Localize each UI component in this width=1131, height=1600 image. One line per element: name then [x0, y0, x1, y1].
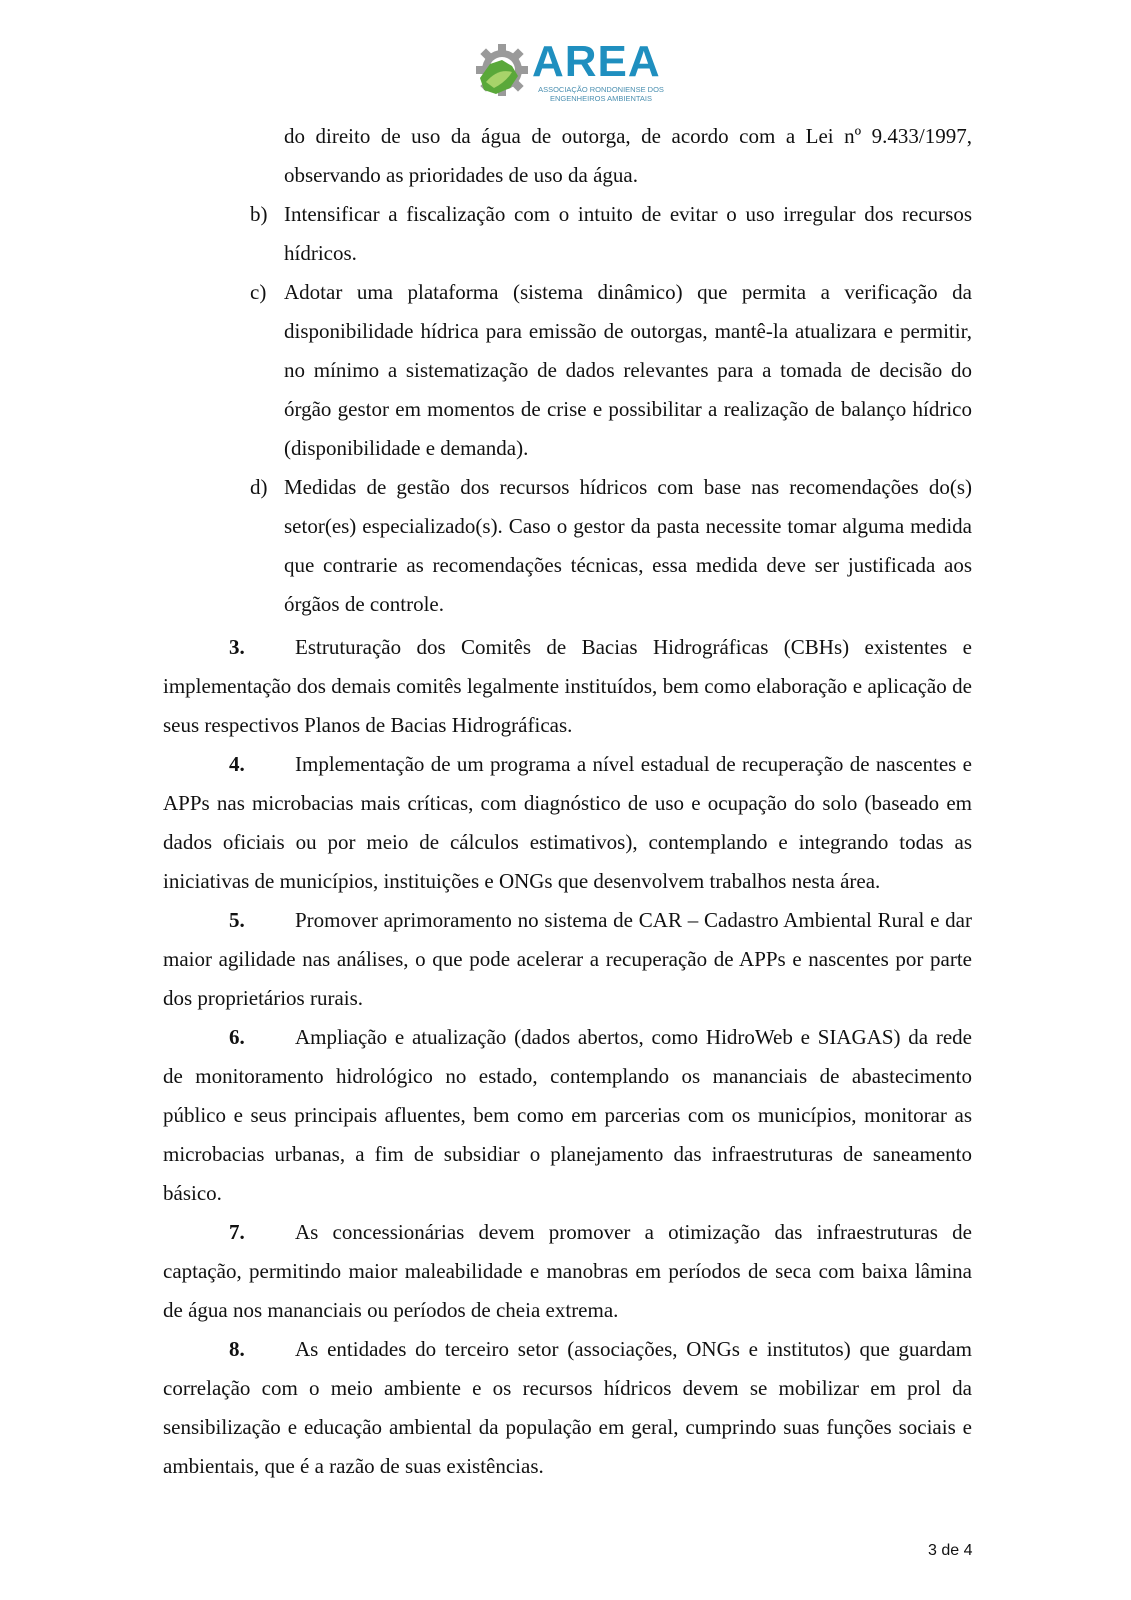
logo-wordmark: AREA: [532, 37, 661, 86]
paragraph-4: [163, 745, 972, 901]
page-number: 3 de 4: [928, 1542, 973, 1559]
list-item-text: Intensificar a fiscalização com o intuito de evitar o uso irregular dos recursos hídricos.: [284, 202, 972, 265]
area-logo: [472, 38, 672, 108]
paragraph-number: 5.: [229, 908, 245, 932]
paragraph-number: 4.: [229, 752, 245, 776]
lettered-list: [250, 117, 972, 624]
list-item-c: [250, 273, 972, 468]
paragraph-text: Ampliação e atualização (dados abertos, como HidroWeb e SIAGAS) da rede de monitoramento hidrológico no estado, contemplando os mananciais de abastecimento público e seus principais afluentes, bem como em parcerias com os municípios, monitorar as microbacias urbanas, a fim de subsidiar o planejamento das infraestruturas de saneamento básico.: [163, 1025, 972, 1205]
list-item-text: do direito de uso da água de outorga, de acordo com a Lei nº 9.433/1997, observando as prioridades de uso da água.: [284, 124, 972, 187]
list-item-continuation: [250, 117, 972, 195]
paragraph-6: [163, 1018, 972, 1213]
paragraph-number: 3.: [229, 635, 245, 659]
list-item-b: [250, 195, 972, 273]
list-item-text: Adotar uma plataforma (sistema dinâmico) que permita a verificação da disponibilidade hídrica para emissão de outorgas, mantê-la atualizara e permitir, no mínimo a sistematização de dados relevantes para a tomada de decisão do órgão gestor em momentos de crise e possibilitar a realização de balanço hídrico (disponibilidade e demanda).: [284, 280, 972, 460]
list-marker: b): [250, 202, 268, 226]
paragraph-number: 6.: [229, 1025, 245, 1049]
paragraph-text: As concessionárias devem promover a otimização das infraestruturas de captação, permitindo maior maleabilidade e manobras em períodos de seca com baixa lâmina de água nos mananciais ou períodos de cheia extrema.: [163, 1220, 972, 1322]
numbered-paragraphs: [163, 628, 972, 1486]
paragraph-text: As entidades do terceiro setor (associações, ONGs e institutos) que guardam correlação com o meio ambiente e os recursos hídricos devem se mobilizar em prol da sensibilização e educação ambiental da população em geral, cumprindo suas funções sociais e ambientais, que é a razão de suas existências.: [163, 1337, 972, 1478]
paragraph-8: [163, 1330, 972, 1486]
paragraph-3: [163, 628, 972, 745]
logo-subtitle: ASSOCIAÇÃO RONDONIENSE DOS ENGENHEIROS AMBIENTAIS: [538, 85, 664, 103]
list-marker: c): [250, 280, 267, 304]
list-item-d: [250, 468, 972, 624]
paragraph-text: Promover aprimoramento no sistema de CAR – Cadastro Ambiental Rural e dar maior agilidade nas análises, o que pode acelerar a recuperação de APPs e nascentes por parte dos proprietários rurais.: [163, 908, 972, 1010]
logo-emblem-icon: [472, 38, 532, 108]
list-marker: d): [250, 475, 268, 499]
paragraph-5: [163, 901, 972, 1018]
paragraph-text: Implementação de um programa a nível estadual de recuperação de nascentes e APPs nas microbacias mais críticas, com diagnóstico de uso e ocupação do solo (baseado em dados oficiais ou por meio de cálculos estimativos), contemplando e integrando todas as iniciativas de municípios, instituições e ONGs que desenvolvem trabalhos nesta área.: [163, 752, 972, 893]
list-item-text: Medidas de gestão dos recursos hídricos com base nas recomendações do(s) setor(es) especializado(s). Caso o gestor da pasta necessite tomar alguma medida que contrarie as recomendações técnicas, essa medida deve ser justificada aos órgãos de controle.: [284, 475, 972, 616]
paragraph-number: 8.: [229, 1337, 245, 1361]
paragraph-text: Estruturação dos Comitês de Bacias Hidrográficas (CBHs) existentes e implementação dos demais comitês legalmente instituídos, bem como elaboração e aplicação de seus respectivos Planos de Bacias Hidrográficas.: [163, 635, 972, 737]
paragraph-number: 7.: [229, 1220, 245, 1244]
paragraph-7: [163, 1213, 972, 1330]
